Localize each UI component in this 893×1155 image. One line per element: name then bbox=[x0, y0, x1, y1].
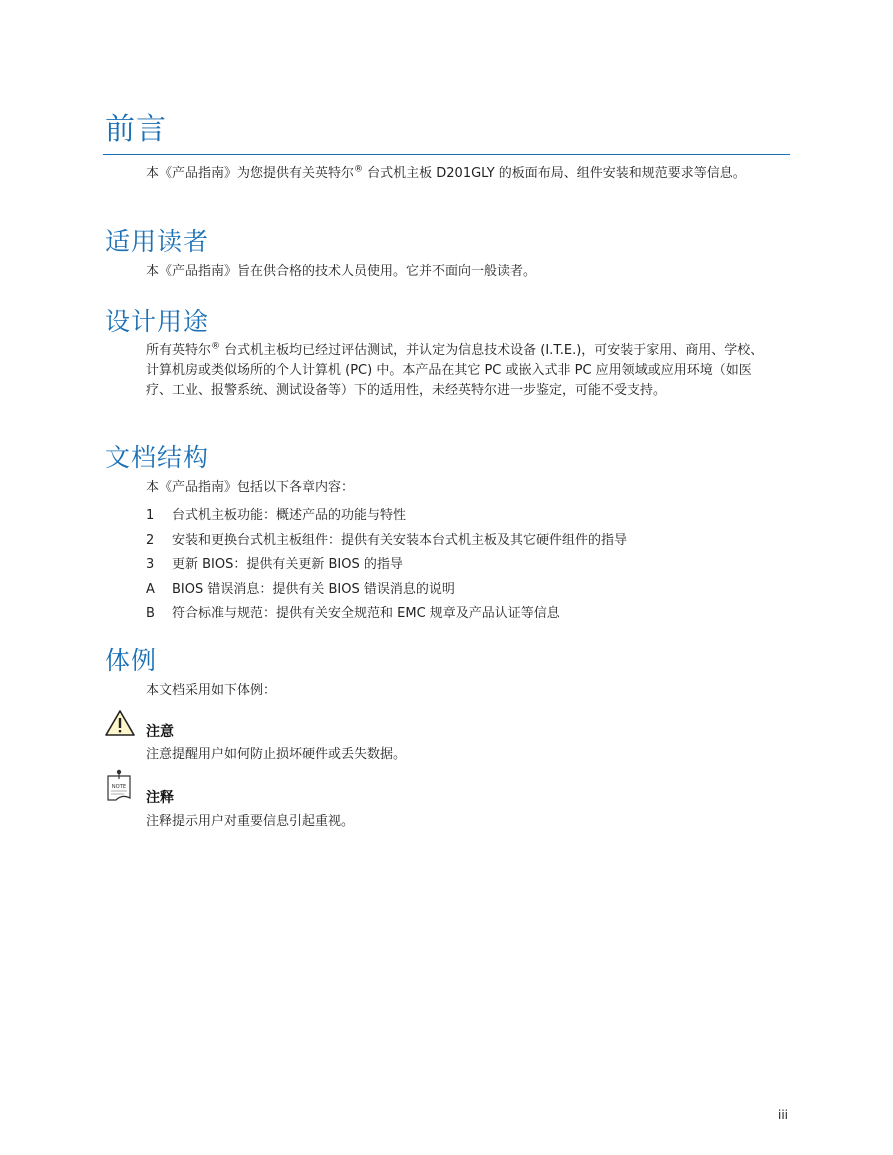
intended-use-text-b: 台式机主板均已经过评估测试，并认定为信息技术设备 (I.T.E.)，可安装于家用、商用、学校、计算机房或类似场所的个人计算机 (PC) 中。本产品在其它 PC 或嵌入式非 PC 应用领域或应用环境（如医疗、工业、报警系统、测试设备等）下的适用性，未经英特尔进一步鉴定，可能不受支持。 bbox=[146, 343, 764, 398]
preface-paragraph bbox=[146, 164, 776, 184]
note-pad-icon bbox=[104, 768, 136, 804]
list-item-number: 1 bbox=[146, 508, 155, 523]
note-text: 注释提示用户对重要信息引起重视。 bbox=[146, 814, 355, 829]
page-title: 前言 bbox=[105, 112, 167, 147]
conventions-intro: 本文档采用如下体例： bbox=[146, 683, 277, 698]
list-item bbox=[146, 504, 786, 529]
title-divider bbox=[103, 154, 790, 155]
registered-mark: ® bbox=[211, 341, 221, 352]
chapter-list bbox=[146, 504, 786, 627]
note-icon-label: NOTE bbox=[111, 784, 127, 790]
list-item-text: 符合标准与规范：提供有关安全规范和 EMC 规章及产品认证等信息 bbox=[172, 606, 560, 621]
section-title-audience: 适用读者 bbox=[105, 227, 210, 256]
list-item-text: BIOS 错误消息：提供有关 BIOS 错误消息的说明 bbox=[172, 581, 455, 597]
list-item-number: 2 bbox=[146, 532, 155, 548]
section-title-intended-use: 设计用途 bbox=[105, 307, 210, 336]
list-item-text: 更新 BIOS：提供有关更新 BIOS 的指导 bbox=[172, 557, 403, 572]
caution-text: 注意提醒用户如何防止损坏硬件或丢失数据。 bbox=[146, 747, 407, 762]
list-item bbox=[146, 529, 786, 554]
note-title: 注释 bbox=[146, 790, 174, 806]
caution-title: 注意 bbox=[146, 724, 174, 740]
list-item-number: 3 bbox=[146, 557, 155, 572]
page-number: iii bbox=[777, 1108, 788, 1122]
preface-text-b: 台式机主板 D201GLY 的板面布局、组件安装和规范要求等信息。 bbox=[363, 166, 746, 181]
section-title-conventions: 体例 bbox=[105, 646, 158, 675]
intended-use-text-a: 所有英特尔 bbox=[146, 343, 212, 358]
list-item-text: 安装和更换台式机主板组件：提供有关安装本台式机主板及其它硬件组件的指导 bbox=[172, 532, 628, 548]
list-item-number: B bbox=[146, 606, 155, 621]
list-item bbox=[146, 602, 786, 627]
structure-intro: 本《产品指南》包括以下各章内容： bbox=[146, 480, 355, 495]
list-item-text: 台式机主板功能：概述产品的功能与特性 bbox=[172, 508, 407, 523]
list-item-number: A bbox=[146, 581, 155, 597]
preface-text-a: 本《产品指南》为您提供有关英特尔 bbox=[146, 166, 355, 181]
audience-paragraph: 本《产品指南》旨在供合格的技术人员使用。它并不面向一般读者。 bbox=[146, 264, 537, 279]
registered-mark: ® bbox=[354, 164, 364, 175]
intended-use-paragraph bbox=[146, 341, 776, 401]
list-item bbox=[146, 553, 786, 578]
warning-triangle-icon bbox=[104, 709, 136, 737]
list-item bbox=[146, 578, 786, 603]
section-title-structure: 文档结构 bbox=[105, 443, 210, 472]
